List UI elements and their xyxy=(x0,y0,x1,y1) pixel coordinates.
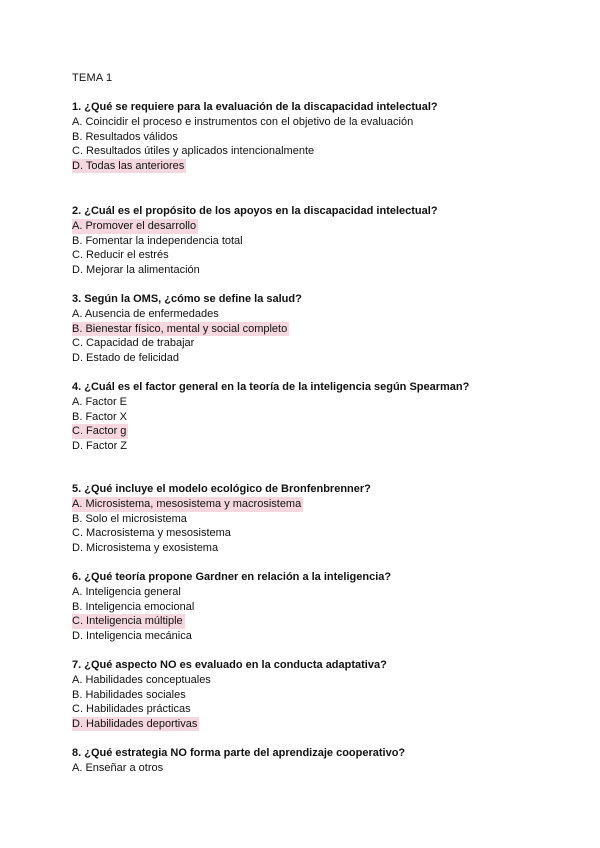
option-a: A. Inteligencia general xyxy=(72,586,181,598)
question-5 xyxy=(72,482,542,555)
option-d: D. Factor Z xyxy=(72,439,128,452)
question-3 xyxy=(72,292,542,365)
option-c-highlighted: C. Inteligencia múltiple xyxy=(72,615,183,628)
option-c: C. Habilidades prácticas xyxy=(72,703,191,716)
question-2 xyxy=(72,204,542,277)
option-a: A. Habilidades conceptuales xyxy=(72,674,211,686)
option-a-highlighted: A. Promover el desarrollo xyxy=(72,220,197,232)
option-d: D. Microsistema y exosistema xyxy=(72,541,219,554)
question-text: 3. Según la OMS, ¿cómo se define la salud? xyxy=(72,293,302,305)
option-d: D. Estado de felicidad xyxy=(72,351,180,364)
option-d: D. Inteligencia mecánica xyxy=(72,629,192,642)
option-a: A. Coincidir el proceso e instrumentos con el objetivo de la evaluación xyxy=(72,116,414,128)
question-text: 8. ¿Qué estrategia NO forma parte del aprendizaje cooperativo? xyxy=(72,747,406,759)
question-text: 4. ¿Cuál es el factor general en la teoría de la inteligencia según Spearman? xyxy=(72,381,470,393)
option-c-highlighted: C. Factor g xyxy=(72,425,127,438)
option-c: C. Reducir el estrés xyxy=(72,249,169,262)
question-7 xyxy=(72,658,542,731)
option-b-highlighted: B. Bienestar físico, mental y social completo xyxy=(72,322,288,335)
question-text: 7. ¿Qué aspecto NO es evaluado en la conducta adaptativa? xyxy=(72,659,387,671)
option-a: A. Ausencia de enfermedades xyxy=(72,308,219,320)
option-c: C. Capacidad de trabajar xyxy=(72,337,195,350)
question-4 xyxy=(72,380,542,453)
option-b: B. Resultados válidos xyxy=(72,130,178,143)
option-b: B. Factor X xyxy=(72,410,128,423)
option-d-highlighted: D. Habilidades deportivas xyxy=(72,717,198,730)
option-c: C. Resultados útiles y aplicados intencionalmente xyxy=(72,145,315,158)
option-d: D. Mejorar la alimentación xyxy=(72,263,200,276)
option-b: B. Solo el microsistema xyxy=(72,512,187,525)
option-c: C. Macrosistema y mesosistema xyxy=(72,527,231,540)
option-a-highlighted: A. Microsistema, mesosistema y macrosistema xyxy=(72,498,302,510)
option-b: B. Inteligencia emocional xyxy=(72,600,195,613)
question-1 xyxy=(72,100,542,173)
question-text: 1. ¿Qué se requiere para la evaluación de la discapacidad intelectual? xyxy=(72,101,438,113)
document-title: TEMA 1 xyxy=(72,72,113,84)
question-6 xyxy=(72,570,542,643)
question-text: 2. ¿Cuál es el propósito de los apoyos en la discapacidad intelectual? xyxy=(72,205,438,217)
option-b: B. Fomentar la independencia total xyxy=(72,234,243,247)
question-8 xyxy=(72,746,542,776)
question-text: 6. ¿Qué teoría propone Gardner en relación a la inteligencia? xyxy=(72,571,392,583)
option-a: A. Enseñar a otros xyxy=(72,762,164,774)
option-a: A. Factor E xyxy=(72,396,128,408)
question-text: 5. ¿Qué incluye el modelo ecológico de Bronfenbrenner? xyxy=(72,483,371,495)
option-b: B. Habilidades sociales xyxy=(72,688,186,701)
option-d-highlighted: D. Todas las anteriores xyxy=(72,159,185,172)
